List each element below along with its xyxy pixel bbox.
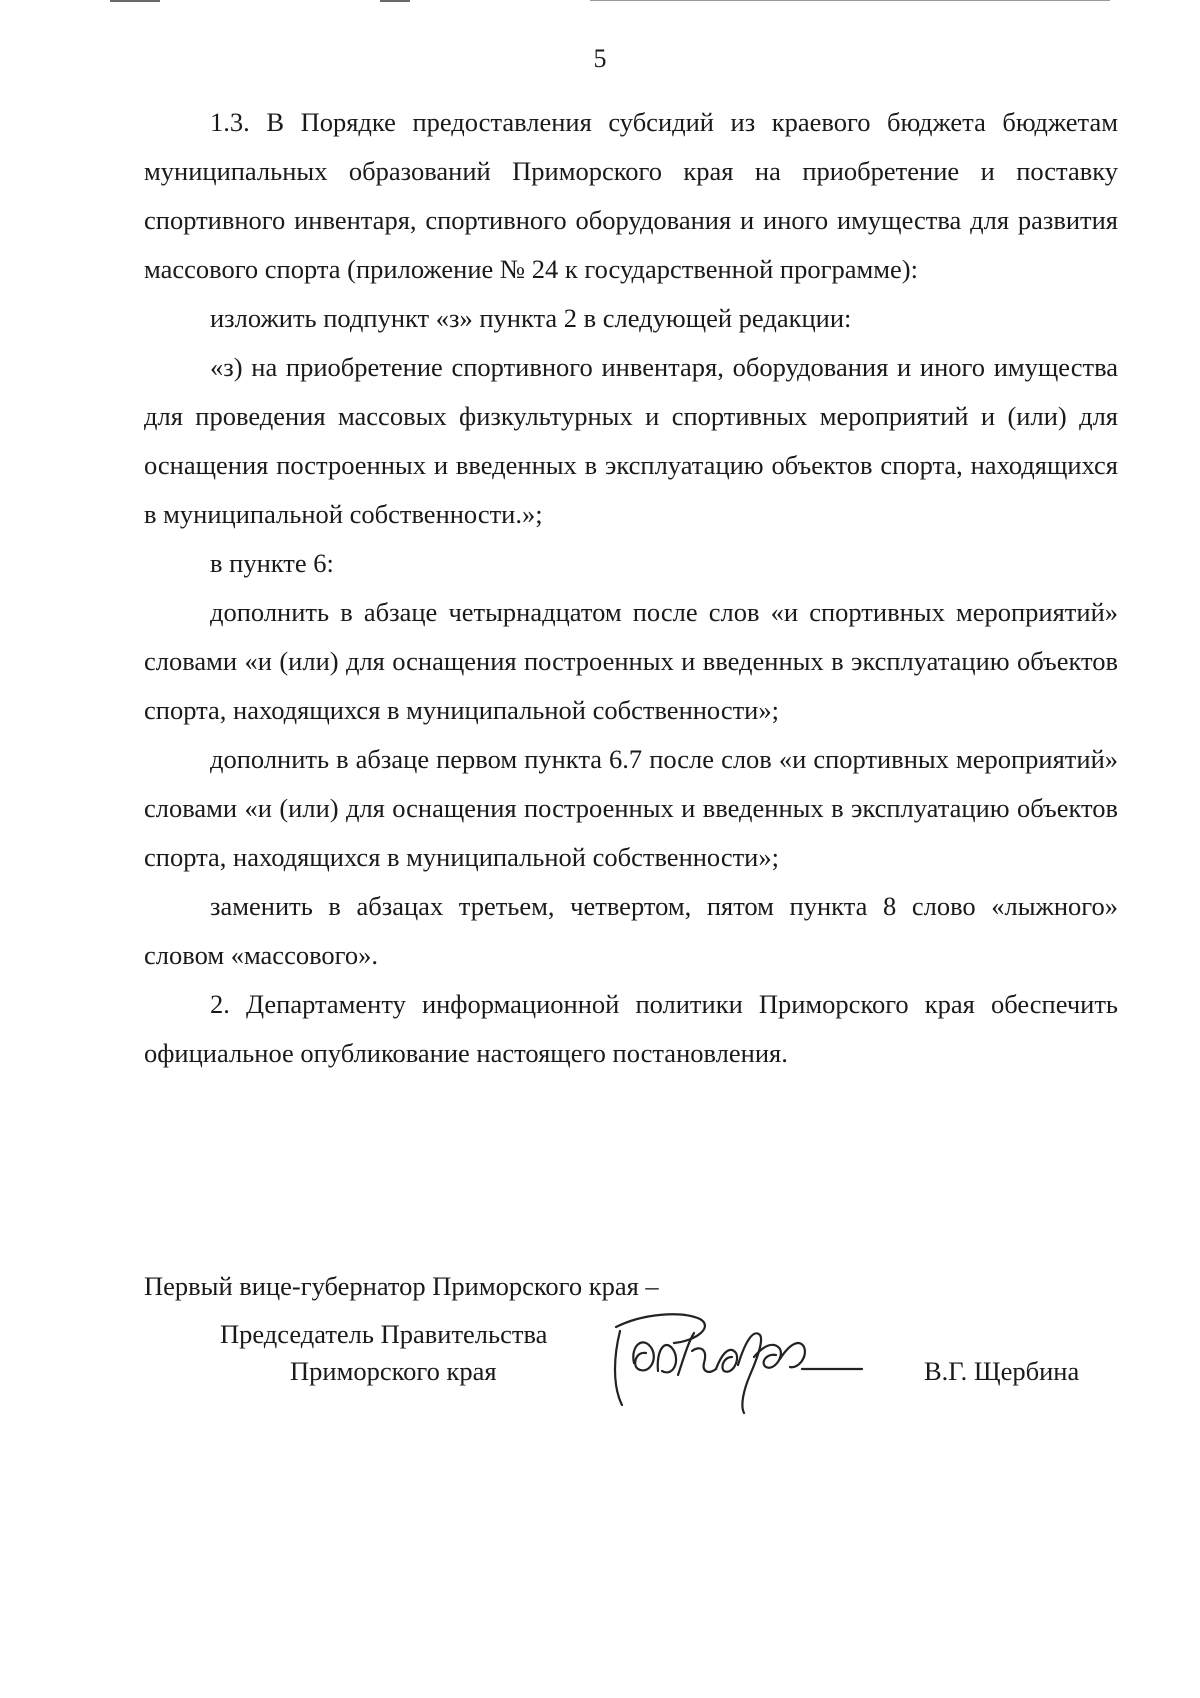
signatory-name: В.Г. Щербина (924, 1356, 1080, 1386)
paragraph-publication: 2. Департаменту информационной политики Приморского края обеспечить официальное опубликование настоящего постановления. (144, 989, 1118, 1068)
paragraph-amend-point-8: заменить в абзацах третьем, четвертом, пятом пункта 8 слово «лыжного» словом «массового». (144, 891, 1118, 970)
signatory-title-line-2: Председатель Правительства (220, 1319, 548, 1349)
signatory-title-line-1: Первый вице-губернатор Приморского края – (144, 1271, 659, 1301)
scan-edge-right (590, 0, 1110, 1)
paragraph-amend-abzac-14: дополнить в абзаце четырнадцатом после слов «и спортивных мероприятий» словами «и (или) для оснащения построенных и введенных в эксплуатацию объектов спорта, находящихся в муниципальной собственности»; (144, 597, 1118, 725)
paragraph-1-3-intro: 1.3. В Порядке предоставления субсидий из краевого бюджета бюджетам муниципальных образований Приморского края на приобретение и поставку спортивного инвентаря, спортивного оборудования и иного имущества для развития массового спорта (приложение № 24 к государственной программе): (144, 107, 1118, 284)
handwritten-signature (604, 1305, 874, 1425)
scan-edge-left (110, 0, 160, 2)
paragraph-subpoint-z-text: «з) на приобретение спортивного инвентаря, оборудования и иного имущества для проведения массовых физкультурных и спортивных мероприятий и (или) для оснащения построенных и введенных в эксплуатацию объектов спорта, находящихся в муниципальной собственности.»; (144, 352, 1118, 529)
paragraph-point-6: в пункте 6: (210, 548, 334, 578)
paragraph-amend-subpoint-z: изложить подпункт «з» пункта 2 в следующей редакции: (210, 303, 852, 333)
signatory-title-line-3: Приморского края (290, 1356, 497, 1386)
scan-edge-middle (380, 0, 410, 2)
page-number: 5 (593, 44, 607, 73)
paragraph-amend-point-6-7: дополнить в абзаце первом пункта 6.7 после слов «и спортивных мероприятий» словами «и (или) для оснащения построенных и введенных в эксплуатацию объектов спорта, находящихся в муниципальной собственности»; (144, 744, 1118, 872)
document-body (144, 98, 1118, 1078)
